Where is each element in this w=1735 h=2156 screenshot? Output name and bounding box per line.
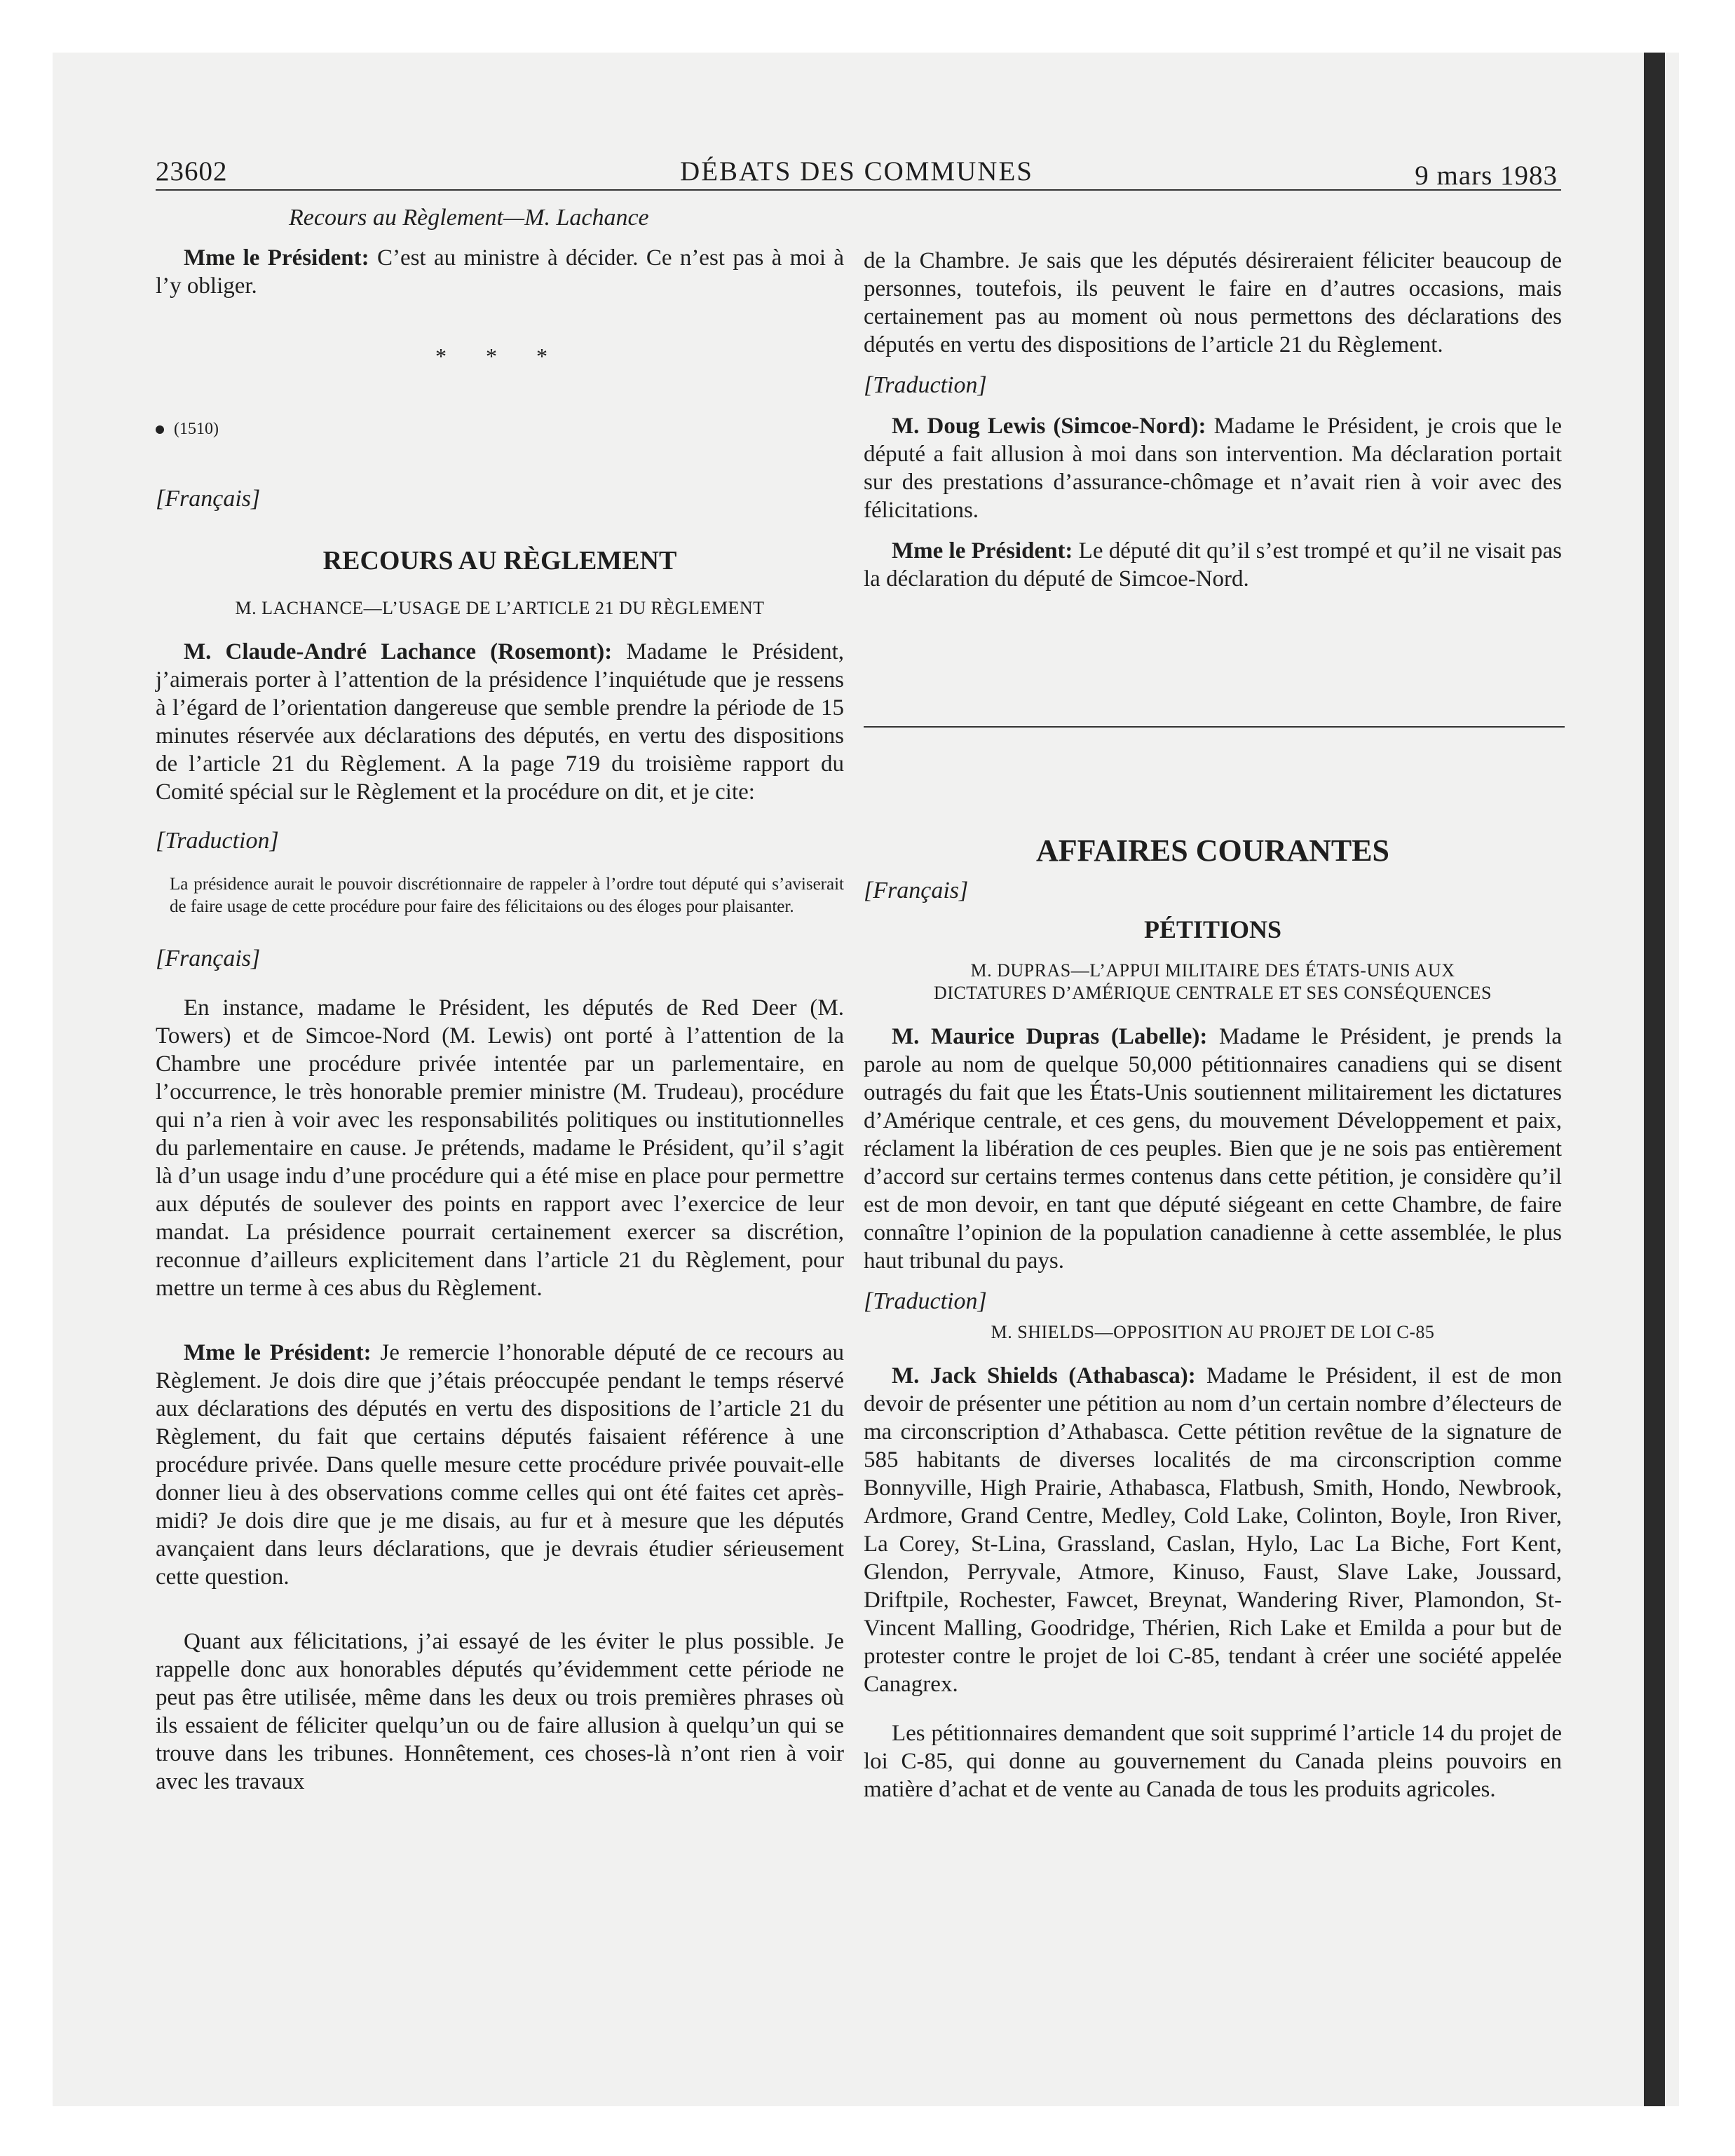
section-title: AFFAIRES COURANTES — [1035, 833, 1390, 868]
publication-date: 9 mars 1983 — [1415, 161, 1558, 191]
right-column — [864, 247, 1562, 1803]
block-quote: La présidence aurait le pouvoir discrétionnaire de rappeler à l’ordre tout député qui s’aviserait de faire usage de cette procédure pour faire des félicitaions ou des éloges pour plaisanter. — [170, 875, 844, 916]
timestamp — [156, 420, 844, 439]
paragraph: M. Doug Lewis (Simcoe-Nord): Madame le Président, je crois que le député a fait allusion à moi dans son intervention. Ma déclaration portait sur des prestations d’assurance-chômage et n’avait rien à voir avec des félicitations. — [864, 414, 1562, 523]
header-rule — [156, 189, 1561, 191]
bullet-icon — [156, 425, 164, 434]
section-rule — [864, 726, 1565, 728]
language-marker: [Traduction] — [864, 372, 987, 398]
paragraph: M. Claude-André Lachance (Rosemont): Madame le Président, j’aimerais porter à l’attention de la présidence l’inquiétude que je ressens à l’égard de l’orientation dangereuse que semble prendre la période de 15 minutes réservée aux déclarations des députés, en vertu des dispositions de l’article 21 du Règlement. A la page 719 du troisième rapport du Comité spécial sur le Règlement et la procédure on dit, et je cite: — [156, 639, 844, 805]
timestamp-text: (1510) — [174, 420, 219, 438]
page-header — [156, 156, 1558, 192]
paragraph: Mme le Président: Le député dit qu’il s’est trompé et qu’il ne visait pas la déclaration du député de Simcoe-Nord. — [864, 538, 1562, 592]
left-column — [156, 205, 844, 1796]
section-subheading: M. SHIELDS—OPPOSITION AU PROJET DE LOI C-85 — [991, 1322, 1435, 1342]
language-marker: [Traduction] — [864, 1288, 987, 1314]
language-marker: [Français] — [864, 878, 969, 903]
running-head: Recours au Règlement—M. Lachance — [289, 205, 649, 231]
section-subheading: M. DUPRAS—L’APPUI MILITAIRE DES ÉTATS-UNIS AUX DICTATURES D’AMÉRIQUE CENTRALE ET SES CONSÉQUENCES — [934, 960, 1492, 1003]
speaker-name: M. Doug Lewis (Simcoe-Nord): — [892, 414, 1206, 439]
paragraph: M. Maurice Dupras (Labelle): Madame le Président, je prends la parole au nom de quelque 50,000 pétitionnaires canadiens qui se disent outragés du fait que les États-Unis soutiennent militairement les dictatures d’Amérique centrale, et ces gens, du mouvement Développement et paix, réclament la libération de ces peuples. Bien que je ne sois pas entièrement d’accord sur certains termes contenus dans cette pétition, je considère qu’il est de mon devoir, en tant que député siégeant en cette Chambre, de faire connaître l’opinion de la population canadienne à cette assemblée, le plus haut tribunal du pays. — [864, 1024, 1562, 1274]
speaker-name: M. Jack Shields (Athabasca): — [892, 1363, 1196, 1389]
paragraph: Mme le Président: Je remercie l’honorable député de ce recours au Règlement. Je dois dire que j’étais préoccupée pendant le temps réservé aux déclarations des députés en vertu des dispositions de l’article 21 du Règlement, du fait que certains députés faisaient référence à une procédure privée. Dans quelle mesure cette procédure privée pouvait-elle donner lieu à des observations comme celles qui ont été faites cet après-midi? Je dois dire que je me disais, au fur et à mesure que les députés avançaient dans leurs déclarations, que je devrais étudier sérieusement cette question. — [156, 1340, 844, 1590]
paragraph: M. Jack Shields (Athabasca): Madame le Président, il est de mon devoir de présenter une pétition au nom d’un certain nombre d’électeurs de ma circonscription d’Athabasca. Cette pétition revêtue de la signature de 585 habitants de diverses localités de ma circonscription comme Bonnyville, High Prairie, Athabasca, Flatbush, Smith, Hondo, Newbrook, Ardmore, Grand Centre, Medley, Cold Lake, Colinton, Boyle, Iron River, La Corey, St-Lina, Grassland, Caslan, Hylo, Lac La Biche, Fort Kent, Glendon, Perryvale, Atmore, Kinuso, Faust, Slave Lake, Joussard, Driftpile, Rochester, Fawcet, Breynat, Wandering River, Plamondon, St-Vincent Malling, Goodridge, Thérien, Rich Lake et Emilda a pour but de protester contre le projet de loi C-85, tendant à créer une société appelée Canagrex. — [864, 1363, 1562, 1697]
binding-edge — [1644, 53, 1665, 2106]
language-marker: [Français] — [156, 946, 261, 971]
speaker-name: Mme le Président: — [892, 538, 1073, 564]
paragraph: Mme le Président: C’est au ministre à décider. Ce n’est pas à moi à l’y obliger. — [156, 245, 844, 299]
language-marker: [Traduction] — [156, 828, 279, 854]
section-separator: * * * — [435, 343, 564, 369]
speaker-name: Mme le Président: — [184, 1340, 372, 1365]
speaker-name: M. Maurice Dupras (Labelle): — [892, 1024, 1208, 1049]
section-heading: RECOURS AU RÈGLEMENT — [322, 546, 677, 575]
language-marker: [Français] — [156, 486, 261, 512]
petitions-heading: PÉTITIONS — [1143, 915, 1282, 943]
publication-title: DÉBATS DES COMMUNES — [680, 156, 1033, 186]
paragraph: de la Chambre. Je sais que les députés désireraient féliciter beaucoup de personnes, toutefois, ils peuvent le faire en d’autres occasions, mais certainement pas au moment où nous permettons des déclarations des députés en vertu des dispositions de l’article 21 du Règlement. — [864, 248, 1562, 357]
paragraph: En instance, madame le Président, les députés de Red Deer (M. Towers) et de Simcoe-Nord (M. Lewis) ont porté à l’attention de la Chambre une procédure privée intentée par un parlementaire, en l’occurrence, le très honorable premier ministre (M. Trudeau), procédure qui n’a rien à voir avec les responsabilités politiques ou institutionnelles du parlementaire en cause. Je prétends, madame le Président, qu’il s’agit là d’un usage indu d’une procédure qui a été mise en place pour permettre aux députés de soulever des points en rapport avec l’exercice de leur mandat. La présidence pourrait certainement exercer sa discrétion, reconnue d’ailleurs explicitement dans l’article 21 du Règlement, pour mettre un terme à ces abus du Règlement. — [156, 995, 844, 1301]
paragraph: Quant aux félicitations, j’ai essayé de les éviter le plus possible. Je rappelle donc aux honorables députés qu’évidemment cette période ne peut pas être utilisée, même dans les deux ou trois premières phrases où ils essaient de féliciter quelqu’un ou de faire allusion à quelqu’un qui se trouve dans les tribunes. Honnêtement, ces choses-là n’ont rien à voir avec les travaux — [156, 1629, 844, 1794]
speaker-name: M. Claude-André Lachance (Rosemont): — [184, 639, 613, 664]
section-subheading: M. LACHANCE—L’USAGE DE L’ARTICLE 21 DU RÈGLEMENT — [235, 598, 765, 618]
page-number: 23602 — [156, 156, 228, 186]
speaker-name: Mme le Président: — [184, 245, 369, 271]
paragraph: Les pétitionnaires demandent que soit supprimé l’article 14 du projet de loi C-85, qui donne au gouvernement du Canada pleins pouvoirs en matière d’achat et de vente au Canada de tous les produits agricoles. — [864, 1721, 1562, 1802]
